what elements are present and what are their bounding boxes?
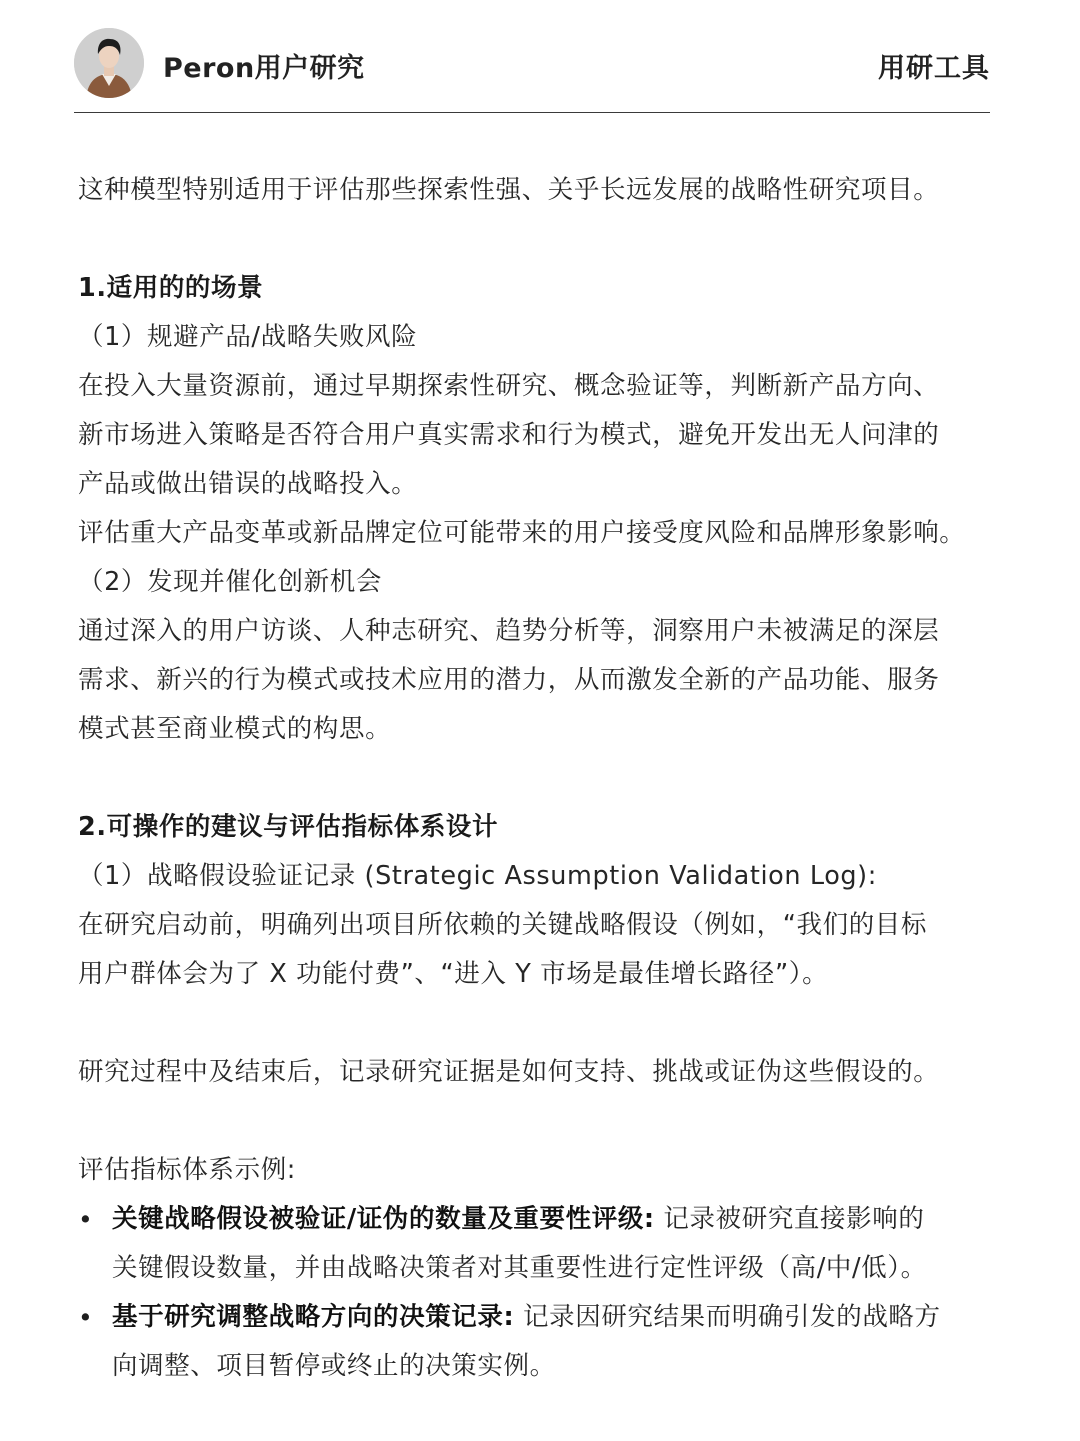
metrics-title: 评估指标体系示例: [78, 1155, 296, 1185]
section-heading-1: 1.适用的的场景 [78, 273, 264, 303]
paragraph-line: 用户群体会为了 X 功能付费”、“进入 Y 市场是最佳增长路径”）。 [78, 959, 829, 989]
paragraph-line: 通过深入的用户访谈、人种志研究、趋势分析等，洞察用户未被满足的深层 [78, 616, 940, 646]
bullet-text: 记录因研究结果而明确引发的战略方 [514, 1302, 941, 1332]
author-portrait-icon [74, 28, 144, 98]
paragraph-line: 产品或做出错误的战略投入。 [78, 469, 418, 499]
bullet-text: 关键假设数量，并由战略决策者对其重要性进行定性评级（高/中/低）。 [112, 1253, 927, 1283]
bullet-bold-text: 基于研究调整战略方向的决策记录: [112, 1302, 515, 1332]
paragraph-line: 模式甚至商业模式的构思。 [78, 714, 392, 744]
paragraph-line: 新市场进入策略是否符合用户真实需求和行为模式，避免开发出无人问津的 [78, 420, 940, 450]
list-item [78, 1293, 1008, 1391]
page-header [74, 28, 990, 113]
section-heading-2: 2.可操作的建议与评估指标体系设计 [78, 812, 499, 842]
bullet-bold-text: 关键战略假设被验证/证伪的数量及重要性评级: [112, 1204, 655, 1234]
subsection-title: （2）发现并催化创新机会 [78, 567, 382, 597]
bullet-text: 向调整、项目暂停或终止的决策实例。 [112, 1351, 556, 1381]
paragraph-line: 在研究启动前，明确列出项目所依赖的关键战略假设（例如，“我们的目标 [78, 910, 928, 940]
article-body [78, 166, 1008, 1391]
paragraph-line: 需求、新兴的行为模式或技术应用的潜力，从而激发全新的产品功能、服务 [78, 665, 940, 695]
paragraph-line: 研究过程中及结束后，记录研究证据是如何支持、挑战或证伪这些假设的。 [78, 1057, 940, 1087]
section-label[interactable]: 用研工具 [878, 53, 990, 84]
bullet-icon: • [78, 1205, 93, 1234]
bullet-icon: • [78, 1303, 93, 1332]
paragraph-line: 在投入大量资源前，通过早期探索性研究、概念验证等，判断新产品方向、 [78, 371, 940, 401]
bullet-text: 记录被研究直接影响的 [654, 1204, 925, 1234]
paragraph-line: 评估重大产品变革或新品牌定位可能带来的用户接受度风险和品牌形象影响。 [78, 518, 966, 548]
subsection-title: （1）战略假设验证记录 (Strategic Assumption Validation Log): [78, 861, 877, 891]
brand-name[interactable]: Peron用户研究 [163, 53, 365, 84]
intro-paragraph: 这种模型特别适用于评估那些探索性强、关乎长远发展的战略性研究项目。 [78, 175, 940, 205]
avatar[interactable] [74, 28, 144, 98]
list-item [78, 1195, 1008, 1293]
subsection-title: （1）规避产品/战略失败风险 [78, 322, 418, 352]
